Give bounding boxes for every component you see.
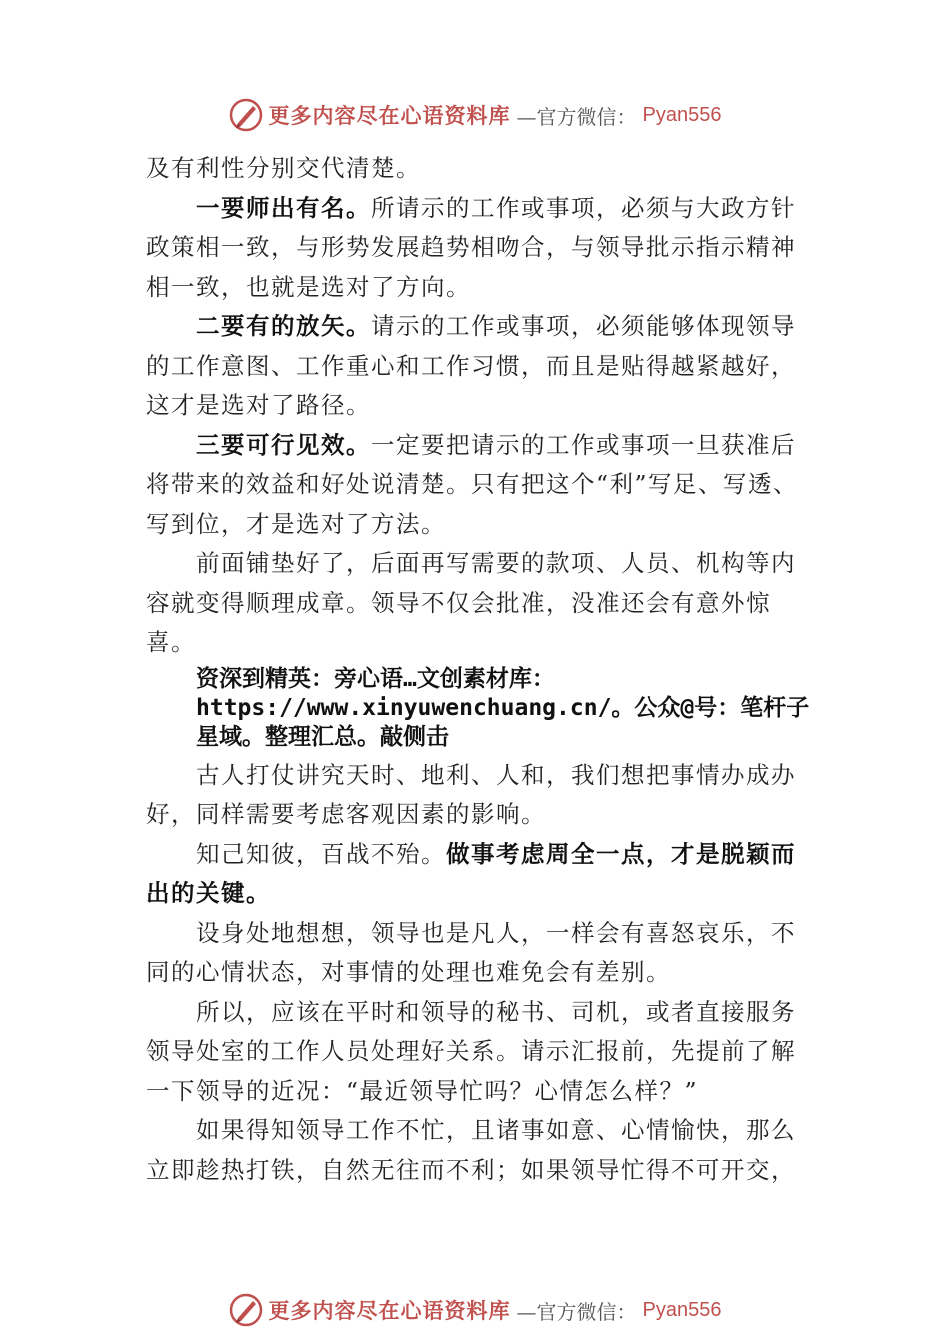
paragraph-heading: 二要有的放矢。 — [196, 312, 371, 340]
promo-notice: 资深到精英：旁心语…文创素材库：https://www.xinyuwenchuang.cn/。公众@号：笔杆子星域。整理汇总。敲侧击 — [196, 665, 810, 750]
paragraph: 所以，应该在平时和领导的秘书、司机，或者直接服务领导处室的工作人员处理好关系。请示汇报前，先提前了解一下领导的近况：“最近领导忙吗？心情怎么样？” — [146, 997, 796, 1105]
paragraph — [146, 426, 816, 545]
paragraph-text: 一定要把请示的工作或事项一旦获准后将带来的效益和好处说清楚。只有把这个“利”写足、写透、写到位，才是选对了方法。 — [146, 430, 799, 538]
paragraph-text: 所请示的工作或事项，必须与大政方针政策相一致，与形势发展趋势相吻合，与领导批示指示精神相一致，也就是选对了方向。 — [146, 193, 796, 301]
paragraph: 如果得知领导工作不忙，且诸事如意、心情愉快，那么立即趁热打铁，自然无往而不利；如果领导忙得不可开交， — [146, 1116, 796, 1184]
document-body — [146, 149, 816, 1190]
paragraph — [146, 307, 816, 426]
paragraph-emphasis: 做事考虑周全一点，才是脱颖而出的关键。 — [146, 839, 796, 907]
paragraph-heading: 一要师出有名。 — [196, 193, 371, 222]
pen-logo-icon — [229, 98, 263, 132]
paragraph-heading: 三要可行见效。 — [196, 430, 371, 459]
paragraph-text: 请示的工作或事项，必须能够体现领导的工作意图、工作重心和工作习惯，而且是贴得越紧越好， 这才是选对了路径。 — [146, 312, 796, 419]
paragraph — [146, 835, 816, 914]
paragraph: 设身处地想想，领导也是凡人，一样会有喜怒哀乐，不同的心情状态，对事情的处理也难免会有差别。 — [146, 918, 796, 986]
paragraph — [146, 189, 816, 308]
pen-logo-icon — [229, 1293, 263, 1327]
watermark-id: Pyan556 — [642, 103, 722, 126]
watermark-title: 更多内容尽在心语资料库 — [268, 103, 511, 128]
watermark-header — [0, 95, 950, 135]
paragraph: 及有利性分别交代清楚。 — [146, 154, 421, 182]
paragraph-text: 知己知彼，百战不殆。 — [196, 839, 446, 868]
watermark-id: Pyan556 — [642, 1298, 722, 1321]
watermark-label: —官方微信： — [516, 104, 637, 129]
paragraph: 古人打仗讲究天时、地利、人和，我们想把事情办成办好，同样需要考虑客观因素的影响。 — [146, 760, 796, 828]
watermark-label: —官方微信： — [516, 1299, 637, 1324]
paragraph: 前面铺垫好了，后面再写需要的款项、人员、机构等内容就变得顺理成章。领导不仅会批准，没准还会有意外惊喜。 — [146, 549, 796, 656]
watermark-footer — [0, 1290, 950, 1330]
watermark-title: 更多内容尽在心语资料库 — [268, 1298, 511, 1323]
